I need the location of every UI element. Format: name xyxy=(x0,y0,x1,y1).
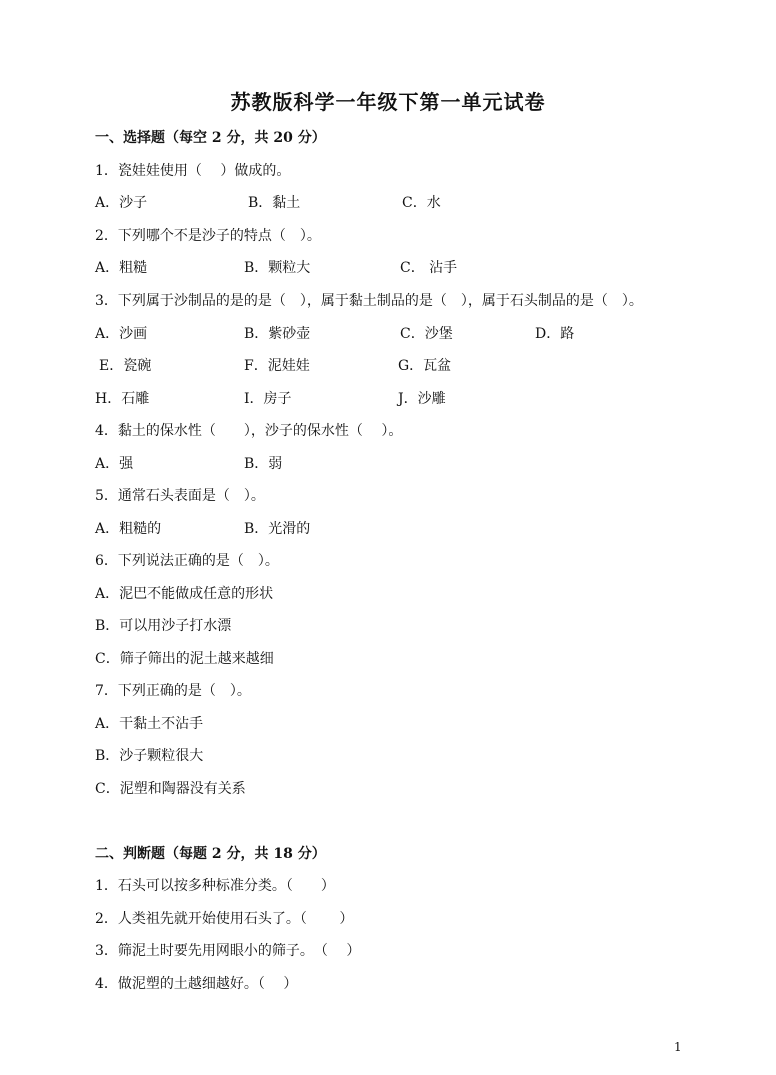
judge-item-4: 4．做泥塑的土越细越好。（ ） xyxy=(95,976,298,992)
q3-option-f: F．泥娃娃 xyxy=(244,358,310,374)
q2-option-b: B．颗粒大 xyxy=(244,260,311,276)
q3-option-d: D．路 xyxy=(535,326,575,342)
q5-option-b: B．光滑的 xyxy=(244,521,311,537)
q7-option-c: C．泥塑和陶器没有关系 xyxy=(95,781,246,797)
q3-option-h: H．石雕 xyxy=(95,391,150,407)
q3-option-i: I．房子 xyxy=(244,391,292,407)
question-3: 3．下列属于沙制品的是的是（ ），属于黏土制品的是（ ），属于石头制品的是（ ）。 xyxy=(95,293,643,309)
q4-option-a: A．强 xyxy=(95,456,134,472)
q2-option-a: A．粗糙 xyxy=(95,260,148,276)
q3-option-c: C．沙堡 xyxy=(400,326,453,342)
page-number: 1 xyxy=(674,1040,682,1054)
q7-option-b: B．沙子颗粒很大 xyxy=(95,748,204,764)
q3-option-g: G．瓦盆 xyxy=(398,358,452,374)
question-5: 5．通常石头表面是（ ）。 xyxy=(95,488,265,504)
q6-option-c: C．筛子筛出的泥土越来越细 xyxy=(95,651,274,667)
page-title: 苏教版科学一年级下第一单元试卷 xyxy=(230,90,546,114)
question-2: 2．下列哪个不是沙子的特点（ ）。 xyxy=(95,228,321,244)
q6-option-a: A．泥巴不能做成任意的形状 xyxy=(95,586,274,602)
question-6: 6．下列说法正确的是（ ）。 xyxy=(95,553,279,569)
judge-item-2: 2．人类祖先就开始使用石头了。（ ） xyxy=(95,911,354,927)
judge-item-1: 1．石头可以按多种标准分类。（ ） xyxy=(95,878,335,894)
question-4: 4．黏土的保水性（ ），沙子的保水性（ ）。 xyxy=(95,423,403,439)
q3-option-j: J．沙雕 xyxy=(398,391,446,407)
q1-option-c: C．水 xyxy=(402,195,441,211)
q6-option-b: B．可以用沙子打水漂 xyxy=(95,618,232,634)
section-1-heading: 一、选择题（每空 2 分，共 20 分） xyxy=(95,130,326,146)
section-2-heading: 二、判断题（每题 2 分，共 18 分） xyxy=(95,846,326,862)
q4-option-b: B．弱 xyxy=(244,456,283,472)
question-1: 1．瓷娃娃使用（ ）做成的。 xyxy=(95,163,291,179)
q2-option-c: C． 沾手 xyxy=(400,260,458,276)
q3-option-a: A．沙画 xyxy=(95,326,148,342)
q1-option-a: A．沙子 xyxy=(95,195,148,211)
q5-option-a: A．粗糙的 xyxy=(95,521,162,537)
question-7: 7．下列正确的是（ ）。 xyxy=(95,683,251,699)
q3-option-e: E．瓷碗 xyxy=(99,358,152,374)
q1-option-b: B．黏土 xyxy=(248,195,301,211)
judge-item-3: 3．筛泥土时要先用网眼小的筛子。 （ ） xyxy=(95,943,361,959)
q3-option-b: B．紫砂壶 xyxy=(244,326,311,342)
q7-option-a: A．干黏土不沾手 xyxy=(95,716,204,732)
